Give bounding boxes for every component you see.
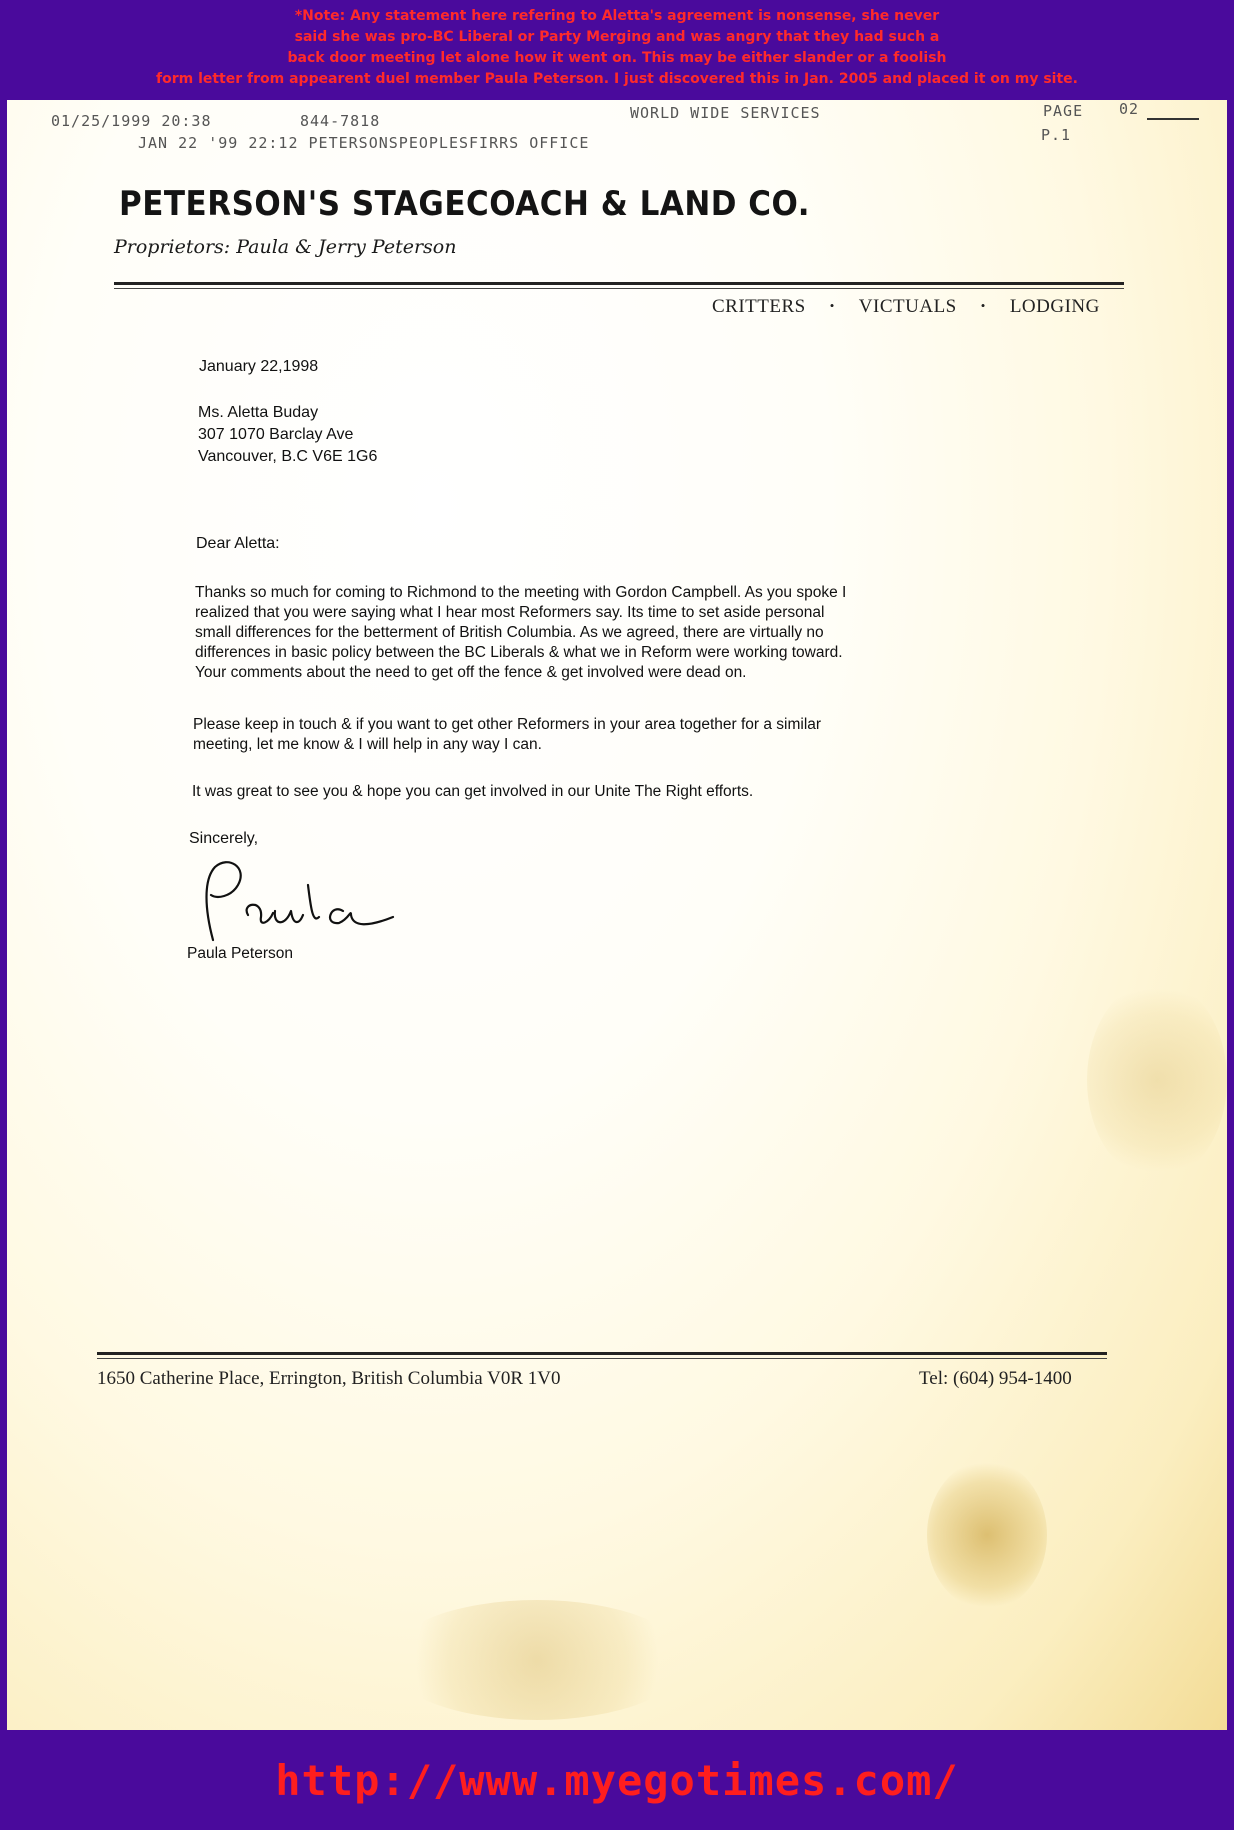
- paragraph-line: Your comments about the need to get off the fence & get involved were dead on.: [195, 664, 747, 681]
- company-name: PETERSON'S STAGECOACH & LAND CO.: [119, 184, 810, 224]
- page-underline: [1147, 118, 1199, 120]
- paragraph-line: Please keep in touch & if you want to get other Reformers in your area together for a similar: [193, 716, 822, 733]
- fax-page-label: PAGE: [1043, 102, 1084, 120]
- paper-stain: [927, 1460, 1047, 1610]
- service-victuals: VICTUALS: [858, 296, 957, 317]
- paragraph-line: differences in basic policy between the BC Liberals & what we in Reform were working toward.: [195, 644, 843, 661]
- service-lodging: LODGING: [1009, 296, 1100, 317]
- note-line: form letter from appearent duel member Paula Peterson. I just discovered this in Jan. 2005 and placed it on my site.: [156, 71, 1078, 87]
- note-line: said she was pro-BC Liberal or Party Merging and was angry that they had such a: [294, 29, 940, 45]
- signature-image: [193, 855, 413, 950]
- note-line: *Note: Any statement here refering to Aletta's agreement is nonsense, she never: [294, 8, 940, 24]
- salutation: Dear Aletta:: [196, 535, 280, 552]
- recipient-line: Vancouver, B.C V6E 1G6: [198, 448, 378, 465]
- note-line: back door meeting let alone how it went on. This may be either slander or a foolish: [287, 50, 947, 66]
- closing: Sincerely,: [189, 830, 259, 847]
- paragraph-line: realized that you were saying what I hear most Reformers say. Its time to set aside personal: [195, 604, 825, 621]
- footer-telephone: Tel: (604) 954-1400: [919, 1368, 1072, 1389]
- paragraph-line: Thanks so much for coming to Richmond to the meeting with Gordon Campbell. As you spoke I: [195, 584, 847, 601]
- paragraph-1: [195, 583, 846, 683]
- recipient-line: Ms. Aletta Buday: [198, 404, 319, 421]
- fax-number: 844-7818: [300, 112, 381, 130]
- bullet-icon: •: [980, 298, 986, 313]
- paper-stain: [1087, 980, 1227, 1180]
- signer-name: Paula Peterson: [187, 945, 293, 962]
- letterhead-rule: [114, 282, 1124, 289]
- editor-note: [0, 6, 1234, 90]
- scanned-letter: [7, 100, 1227, 1730]
- paragraph-2: [193, 715, 821, 755]
- fax-office-line: JAN 22 '99 22:12 PETERSONSPEOPLESFIRRS OFFICE: [138, 134, 590, 152]
- fax-datetime: 01/25/1999 20:38: [51, 112, 212, 130]
- service-critters: CRITTERS: [712, 296, 806, 317]
- fax-page-p1: P.1: [1041, 126, 1072, 144]
- proprietors: Proprietors: Paula & Jerry Peterson: [114, 236, 457, 258]
- fax-service: WORLD WIDE SERVICES: [630, 104, 821, 122]
- bullet-icon: •: [829, 298, 835, 313]
- recipient-address: [198, 402, 377, 468]
- fax-page-number: 02: [1119, 100, 1140, 118]
- services-line: [712, 296, 1100, 318]
- site-url-link[interactable]: http://www.myegotimes.com/: [275, 1756, 959, 1805]
- paper-stain: [387, 1600, 687, 1720]
- paragraph-line: meeting, let me know & I will help in any way I can.: [193, 736, 542, 753]
- recipient-line: 307 1070 Barclay Ave: [198, 426, 354, 443]
- footer-address: 1650 Catherine Place, Errington, British Columbia V0R 1V0: [97, 1368, 561, 1389]
- letter-date: January 22,1998: [199, 358, 319, 375]
- paragraph-3: It was great to see you & hope you can get involved in our Unite The Right efforts.: [192, 783, 754, 800]
- footer-rule: [97, 1352, 1107, 1359]
- paragraph-line: small differences for the betterment of British Columbia. As we agreed, there are virtually no: [195, 624, 824, 641]
